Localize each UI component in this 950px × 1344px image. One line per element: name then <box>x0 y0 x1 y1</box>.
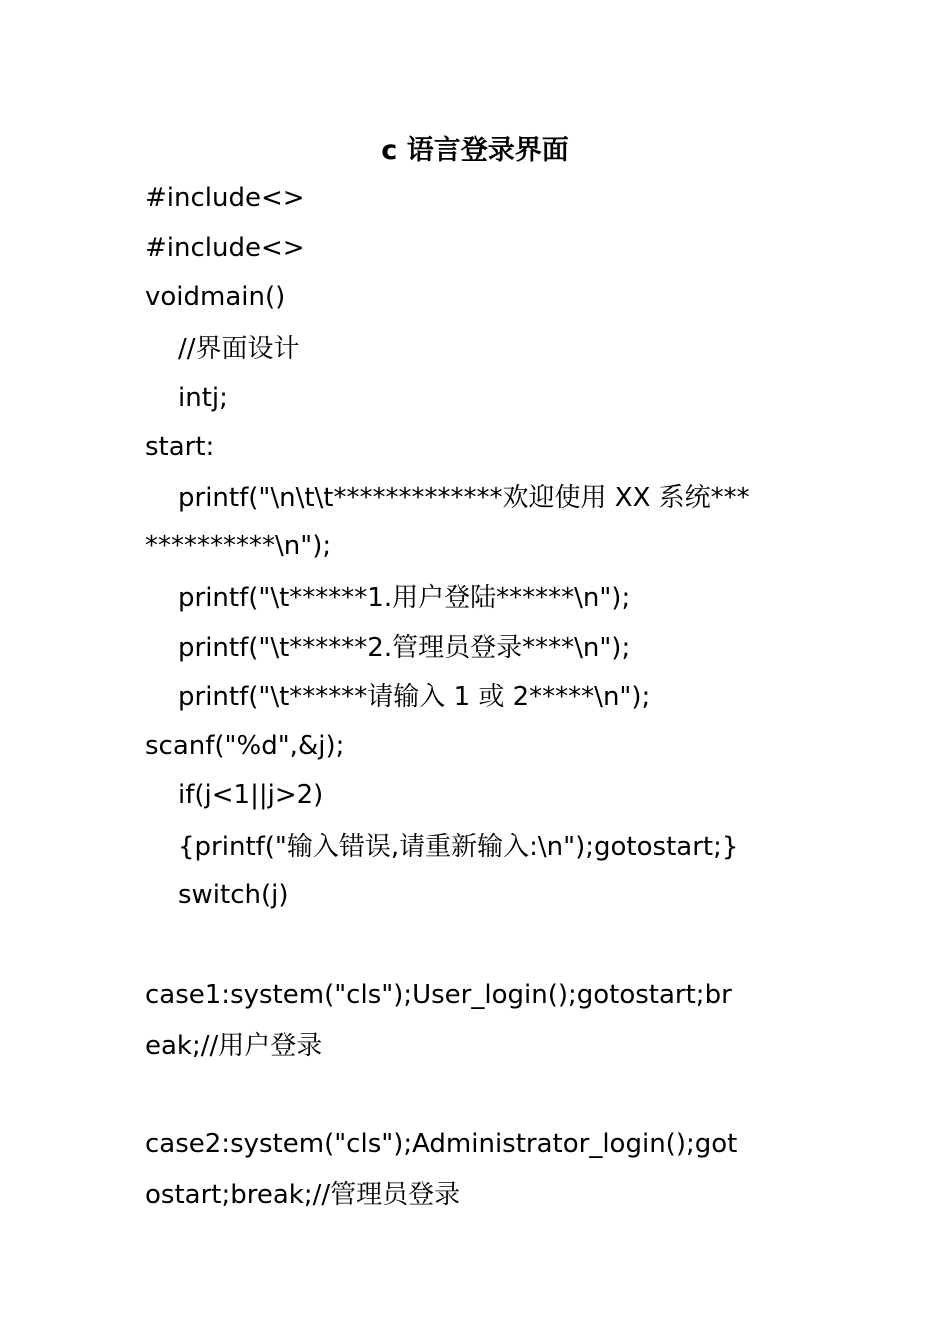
code-line-scanf: scanf("%d",&j); <box>145 731 345 761</box>
code-line-if: if(j<1||j>2) <box>178 780 324 810</box>
code-line-case1: case1:system("cls");User_login();gotostart;br <box>145 980 732 1010</box>
code-line-printf-welcome: printf("\n\t\t*************欢迎使用 XX 系统*** <box>178 483 750 513</box>
code-line-case2: case2:system("cls");Administrator_login();got <box>145 1129 738 1159</box>
code-line-switch: switch(j) <box>178 880 289 910</box>
code-line-case1-cont: eak;//用户登录 <box>145 1031 323 1061</box>
code-line-printf-user-login: printf("\t******1.用户登陆******\n"); <box>178 583 631 613</box>
code-line-printf-welcome-cont: **********\n"); <box>145 531 332 561</box>
code-line-printf-prompt: printf("\t******请输入 1 或 2*****\n"); <box>178 682 651 712</box>
code-line-include-1: #include<> <box>145 183 305 213</box>
code-line-printf-admin-login: printf("\t******2.管理员登录****\n"); <box>178 633 631 663</box>
code-line-comment-ui: //界面设计 <box>178 334 300 364</box>
document-title: c 语言登录界面 <box>381 135 569 166</box>
code-line-declaration: intj; <box>178 383 228 413</box>
code-line-error-block: {printf("输入错误,请重新输入:\n");gotostart;} <box>178 832 739 862</box>
code-line-main: voidmain() <box>145 282 286 312</box>
code-line-start-label: start: <box>145 432 215 462</box>
code-line-case2-cont: ostart;break;//管理员登录 <box>145 1180 461 1210</box>
code-line-include-2: #include<> <box>145 233 305 263</box>
